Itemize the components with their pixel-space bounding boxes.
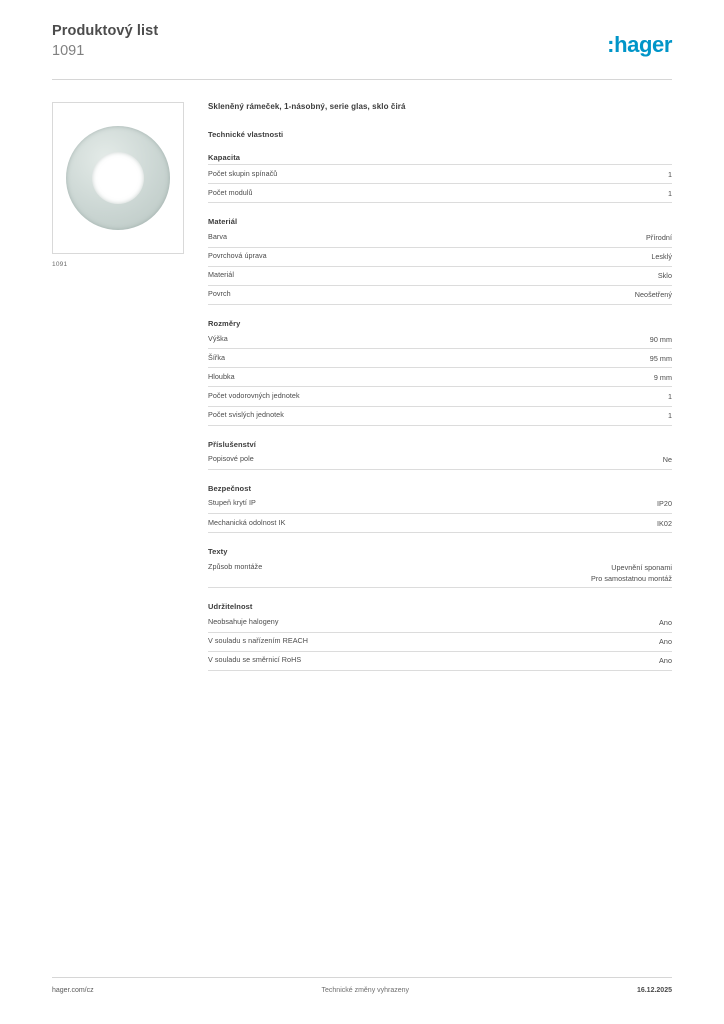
table-row	[208, 651, 672, 670]
table-row	[208, 558, 672, 588]
spec-value: 1	[667, 411, 672, 421]
technical-properties-heading: Technické vlastnosti	[208, 130, 284, 140]
spec-value: Přírodní	[646, 233, 672, 242]
spec-value: Lesklý	[651, 252, 672, 262]
spec-label: Barva	[208, 232, 228, 241]
table-row	[208, 368, 672, 387]
spec-value: Ne	[662, 455, 672, 465]
hager-logo: :hager	[607, 32, 672, 57]
product-image-caption: 1091	[52, 261, 68, 269]
spec-label: Povrch	[208, 289, 231, 299]
spec-value: Upevnění sponami Pro samostatnou montáž	[590, 562, 672, 583]
table-row	[208, 513, 672, 532]
header-titles	[52, 22, 158, 61]
spec-label: Výška	[208, 333, 228, 343]
product-image-frame	[52, 102, 184, 254]
spec-label: V souladu se směrnicí RoHS	[208, 655, 302, 665]
table-row	[208, 330, 672, 349]
spec-value: Neošetřený	[634, 290, 672, 300]
glass-ring-frame-image	[66, 126, 170, 230]
table-row	[208, 165, 672, 184]
spec-label: Počet svislých jednotek	[208, 410, 284, 420]
spec-table	[208, 330, 672, 426]
spec-table	[208, 613, 672, 670]
spec-table	[208, 164, 672, 203]
spec-value: 90 mm	[649, 334, 672, 344]
spec-value: Sklo	[657, 271, 672, 281]
table-row	[208, 247, 672, 266]
spec-label: Mechanická odolnost IK	[208, 517, 286, 527]
table-row	[208, 495, 672, 514]
spec-value: Ano	[659, 656, 672, 666]
spec-label: Šířka	[208, 352, 226, 362]
spec-value: Ano	[659, 637, 672, 647]
product-description: Skleněný rámeček, 1-násobný, serie glas, sklo čirá	[208, 102, 406, 112]
spec-label: Počet skupin spínačů	[208, 168, 278, 178]
footer-disclaimer: Technické změny vyhrazeny	[321, 987, 410, 994]
table-row	[208, 184, 672, 203]
table-row	[208, 387, 672, 406]
spec-group-title: Kapacita	[208, 153, 241, 163]
table-row	[208, 451, 672, 470]
spec-label: Popisové pole	[208, 454, 254, 464]
spec-value: IK02	[657, 518, 672, 528]
spec-label: Hloubka	[208, 371, 235, 381]
spec-value: IP20	[657, 499, 672, 509]
spec-label: Materiál	[208, 270, 234, 280]
page-content	[52, 80, 672, 671]
product-spec-column	[186, 102, 672, 671]
spec-label: Povrchová úprava	[208, 251, 267, 261]
spec-label: Počet modulů	[208, 187, 253, 197]
spec-table	[208, 451, 672, 470]
table-row	[208, 613, 672, 632]
spec-label: Způsob montáže	[208, 561, 263, 571]
spec-value: 1	[667, 391, 672, 401]
spec-value: 95 mm	[649, 353, 672, 363]
spec-label: V souladu s nařízením REACH	[208, 636, 309, 646]
spec-label: Stupeň krytí IP	[208, 498, 256, 508]
footer-website[interactable]: hager.com/cz	[52, 987, 94, 994]
spec-label: Počet vodorovných jednotek	[208, 390, 300, 400]
spec-group-title: Bezpečnost	[208, 483, 252, 493]
page-title: Produktový list	[52, 23, 159, 39]
page-header	[52, 0, 672, 61]
table-row	[208, 285, 672, 304]
spec-value: 9 mm	[653, 372, 672, 382]
footer-date: 16.12.2025	[636, 987, 672, 994]
product-image-column	[52, 102, 186, 268]
spec-group-title: Příslušenství	[208, 439, 256, 449]
table-row	[208, 266, 672, 285]
spec-value: 1	[667, 188, 672, 198]
spec-label: Neobsahuje halogeny	[208, 616, 279, 626]
spec-group-title: Texty	[208, 547, 228, 557]
table-row	[208, 406, 672, 425]
table-row	[208, 632, 672, 651]
table-row	[208, 228, 672, 247]
table-row	[208, 349, 672, 368]
ring-inner-opening	[92, 152, 144, 204]
spec-table	[208, 558, 672, 588]
spec-value: 1	[667, 169, 672, 179]
spec-group-title: Materiál	[208, 217, 238, 227]
spec-groups	[208, 153, 672, 671]
spec-group-title: Udržitelnost	[208, 602, 253, 612]
spec-table	[208, 228, 672, 305]
spec-table	[208, 495, 672, 533]
spec-value: Ano	[659, 617, 672, 627]
page-subtitle: 1091	[52, 42, 85, 59]
page-footer	[52, 977, 672, 994]
spec-group-title: Rozměry	[208, 318, 241, 328]
